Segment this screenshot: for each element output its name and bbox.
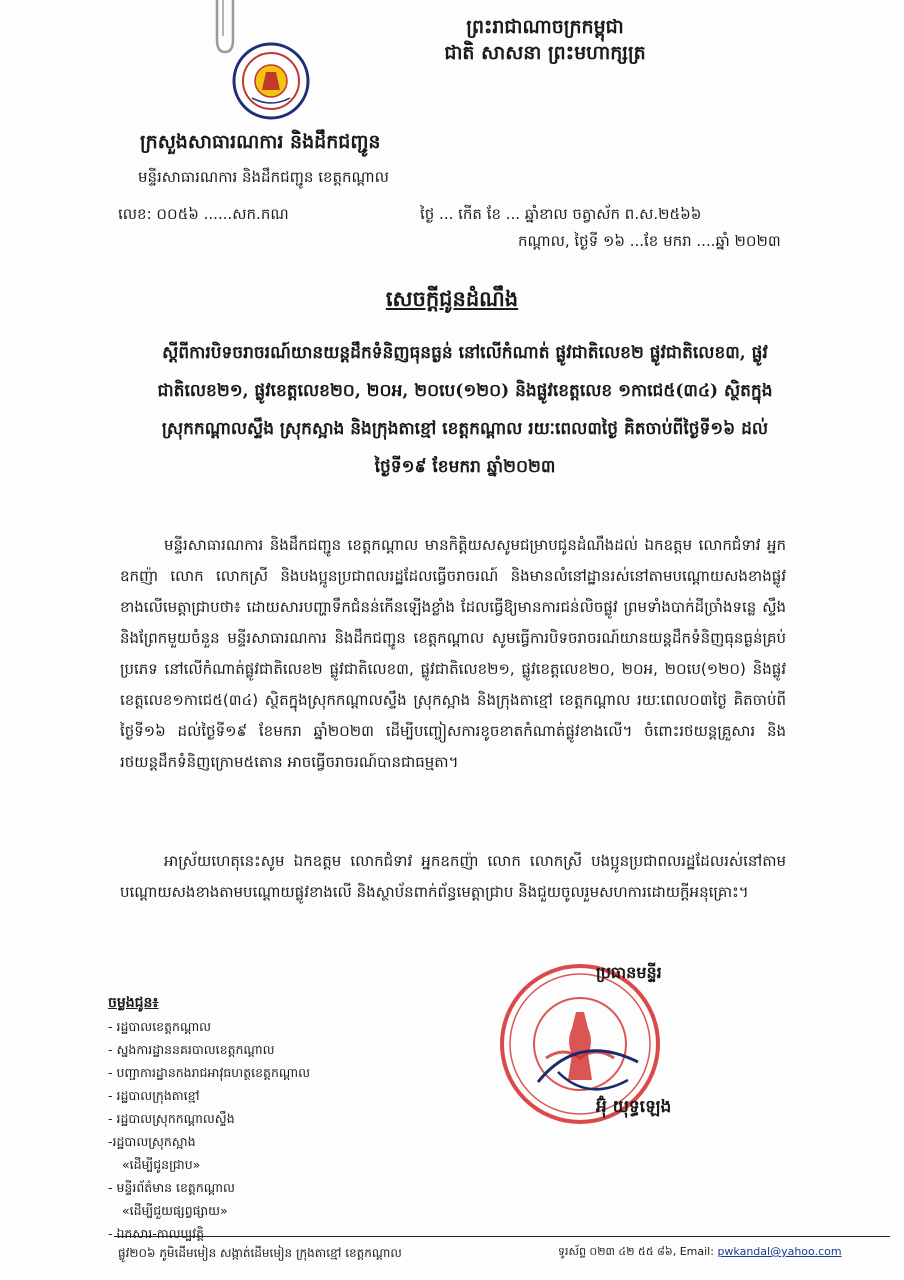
- recipient-item: - ស្នងការដ្ឋាននគរបាលខេត្តកណ្ដាល: [108, 1042, 275, 1057]
- signer-name: អ៊ុំ យុទ្ធឡេង: [596, 1097, 672, 1117]
- document-subject: ស្ដីពីការបិទចរាចរណ៍យានយន្តដឹកទំនិញធុនធ្ងន់ នៅលើកំណាត់ ផ្លូវជាតិលេខ២ ផ្លូវជាតិលេខ៣, ផ្លូវជាតិលេខ២១, ផ្លូវខេត្តលេខ២០, ២០អ, ២០បេ(១២០) និងផ្លូវខេត្តលេខ ១កាជេ៥(៣៤) ស្ថិតក្នុងស្រុកកណ្ដាលស្ទឹង ស្រុកស្អាង និងក្រុងតាខ្មៅ ខេត្តកណ្ដាល រយៈពេល៣ថ្ងៃ គិតចាប់ពីថ្ងៃទី១៦ ដល់ថ្ងៃទី១៩ ខែមករា ឆ្នាំ២០២៣: [157, 343, 773, 477]
- ministry-name: ក្រសួងសាធារណការ និងដឹកជញ្ជូន: [140, 131, 381, 153]
- kingdom-motto: ជាតិ សាសនា ព្រះមហាក្សត្រ: [444, 42, 646, 64]
- recipient-item: -រដ្ឋបាលស្រុកស្អាង: [108, 1134, 196, 1149]
- footer-phone: ទូរស័ព្ទ ០២៣ ៤២ ៥៥ ៨៦,: [558, 1245, 677, 1258]
- body-paragraph-2: អាស្រ័យហេតុនេះសូម ឯកឧត្តម លោកជំទាវ អ្នកឧកញ៉ា លោក លោកស្រី បងប្អូនប្រជាពលរដ្ឋដែលរស់នៅតាមបណ្ដោយសងខាងតាមបណ្ដោយផ្លូវខាងលើ និងស្ថាប័នពាក់ព័ន្ធមេត្តាជ្រាប និងជួយចូលរួមសហការដោយក្តីអនុគ្រោះ។: [120, 852, 786, 901]
- recipients-list: [108, 992, 310, 1245]
- kingdom-header: [380, 14, 710, 66]
- director-title: ប្រធានមន្ទីរ: [596, 963, 662, 982]
- kingdom-title: ព្រះរាជាណាចក្រកម្ពុជា: [466, 16, 624, 38]
- recipients-heading: ចម្លងជូន៖: [108, 995, 159, 1011]
- recipient-note: «ដើម្បីជួយផ្សព្វផ្សាយ»: [122, 1203, 228, 1218]
- date-solar: កណ្ដាល, ថ្ងៃទី ១៦ ...ខែ មករា ....ឆ្នាំ ២០២៣: [518, 232, 781, 250]
- document-title: សេចក្តីជូនដំណឹង: [385, 286, 519, 311]
- footer-address: ផ្លូវ២០៦ ភូមិដើមមៀន សង្កាត់ដើមមៀន ក្រុងតាខ្មៅ ខេត្តកណ្ដាល: [118, 1246, 402, 1260]
- footer-divider: [114, 1236, 890, 1237]
- department-name: មន្ទីរសាធារណការ និងដឹកជញ្ជូន ខេត្តកណ្ដាល: [138, 168, 389, 186]
- ministry-logo-seal: [232, 42, 310, 120]
- recipient-item: - រដ្ឋបាលក្រុងតាខ្មៅ: [108, 1088, 200, 1103]
- recipient-item: - រដ្ឋបាលខេត្តកណ្ដាល: [108, 1019, 212, 1034]
- body-paragraph-1: មន្ទីរសាធារណការ និងដឹកជញ្ជូន ខេត្តកណ្ដាល មានកិត្តិយសសូមជម្រាបជូនដំណឹងដល់ ឯកឧត្តម លោកជំទាវ អ្នកឧកញ៉ា លោក លោកស្រី និងបងប្អូនប្រជាពលរដ្ឋដែលធ្វើចរាចរណ៍ និងមានលំនៅដ្ឋានរស់នៅតាមបណ្ដោយសងខាងផ្លូវខាងលើមេត្តាជ្រាបថា៖ ដោយសារបញ្ហាទឹកជំនន់កើនឡើងខ្លាំង ដែលធ្វើឱ្យមានការជន់លិចផ្លូវ ព្រមទាំងបាក់ដីច្រាំងទន្លេ ស្ទឹង និងព្រែកមួយចំនួន មន្ទីរសាធារណការ និងដឹកជញ្ជូន ខេត្តកណ្ដាល សូមធ្វើការបិទចរាចរណ៍យានយន្តដឹកទំនិញធុនធ្ងន់គ្រប់ប្រភេទ នៅលើកំណាត់ផ្លូវជាតិលេខ២ ផ្លូវជាតិលេខ៣, ផ្លូវជាតិលេខ២១, ផ្លូវខេត្តលេខ២០, ២០អ, ២០បេ(១២០) និងផ្លូវខេត្តលេខ១កាជេ៥(៣៤) ស្ថិតក្នុងស្រុកកណ្ដាលស្ទឹង ស្រុកស្អាង និងក្រុងតាខ្មៅ ខេត្តកណ្ដាល រយៈពេល០៣ថ្ងៃ គិតចាប់ពី ថ្ងៃទី១៦ ដល់ថ្ងៃទី១៩ ខែមករា ឆ្នាំ២០២៣ ដើម្បីបញ្ចៀសការខូចខាតកំណាត់ផ្លូវខាងលើ។ ចំពោះរថយន្តគ្រួសារ និងរថយន្តដឹកទំនិញក្រោម៥តោន អាចធ្វើចរាចរណ៍បានជាធម្មតា។: [120, 536, 786, 771]
- reference-number: លេខ: ០០៥៦ ......សក.កណ: [118, 205, 289, 223]
- recipient-note: «ដើម្បីជូនជ្រាប»: [122, 1157, 201, 1172]
- footer-contact: [558, 1245, 842, 1261]
- recipient-item: - រដ្ឋបាលស្រុកកណ្ដាលស្ទឹង: [108, 1111, 235, 1126]
- recipient-item: - បញ្ជាការដ្ឋានកងរាជអាវុធហត្ថខេត្តកណ្ដាល: [108, 1065, 311, 1080]
- footer-email-link[interactable]: pwkandal@yahoo.com: [717, 1245, 842, 1258]
- recipient-item: - ឯកសារ-កាលប្បវត្តិ: [108, 1226, 205, 1241]
- date-lunar: ថ្ងៃ ... កើត ខែ ... ឆ្នាំខាល ចត្វាស័ក ព.ស.២៥៦៦: [420, 205, 702, 223]
- recipient-item: - មន្ទីរព័ត៌មាន ខេត្តកណ្ដាល: [108, 1180, 235, 1195]
- footer-email-label: Email:: [679, 1245, 714, 1258]
